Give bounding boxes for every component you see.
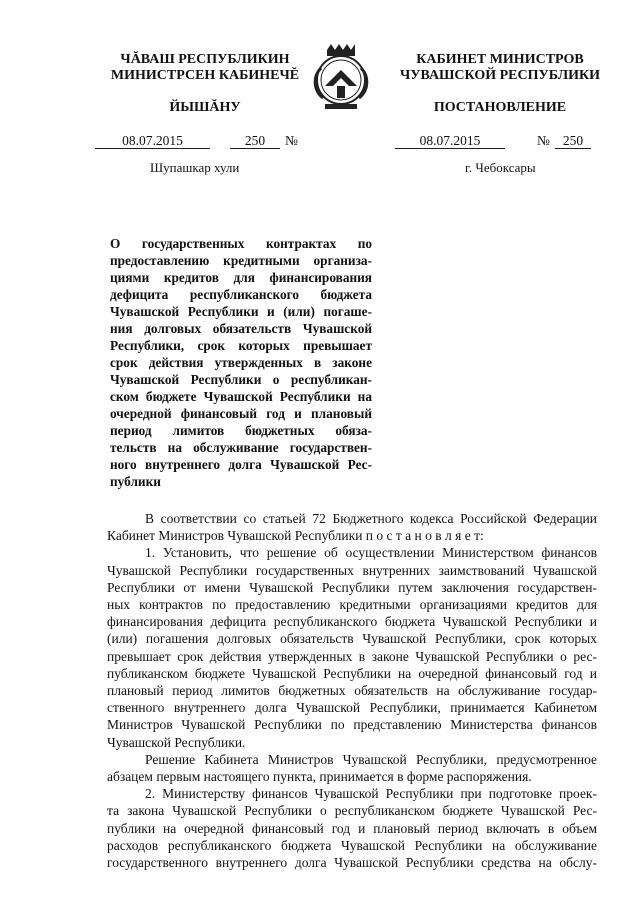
title-line: дефицита республиканского бюджета	[110, 287, 372, 302]
body-line: 2. Министерству финансов Чувашской Республики при подготовке проек-	[145, 786, 597, 802]
city-right: г. Чебоксары	[465, 160, 536, 175]
header-left	[90, 52, 320, 84]
body-line: ственного внутреннего долга Чувашской Республики, принимается Кабинетом	[107, 700, 597, 716]
number-left: 250	[230, 133, 280, 149]
body-line: (или) погашения долговых обязательств Чувашской Республики, срок которых	[107, 631, 597, 647]
body-line: Чувашской Республики государственных внутренних заимствований Чувашской	[107, 562, 597, 578]
title-line: циями кредитов для финансирования	[110, 270, 372, 285]
number-sign-left: №	[285, 133, 298, 148]
body-line: расходов республиканского бюджета Чувашской Республики на обслуживание	[107, 837, 597, 853]
title-line: очередной финансовый год и плановый	[110, 406, 372, 421]
body-line: Республики от имени Чувашской Республики путем заключения государствен-	[107, 579, 597, 595]
header-left-line2: МИНИСТРСЕН КАБИНЕЧĔ	[110, 68, 300, 83]
title-line: ском бюджете Чувашской Республики на	[110, 389, 372, 404]
document-title	[110, 235, 372, 490]
title-line: предоставлению кредитными организа-	[110, 253, 372, 268]
city-left: Шупашкар хули	[150, 160, 240, 175]
body-line: Решение Кабинета Министров Чувашской Республики, предусмотренное	[145, 751, 597, 767]
header-left-line1: ЧĂВАШ РЕСПУБЛИКИН	[120, 52, 290, 67]
title-line: срок действия утвержденных в законе	[110, 355, 372, 370]
title-line: публики	[110, 474, 161, 489]
body-line: плановый период лимитов бюджетных обязательств на обслуживание государ-	[107, 683, 597, 699]
body-line: абзацем первым настоящего пункта, принимается в форме распоряжения.	[107, 769, 532, 785]
chuvash-coat-of-arms-icon	[303, 40, 379, 112]
body-line: 1. Установить, что решение об осуществлении Министерством финансов	[145, 545, 597, 561]
title-line: ного внутреннего долга Чувашской Рес-	[110, 457, 372, 472]
date-right: 08.07.2015	[395, 133, 505, 149]
title-line: Чувашской Республики о республикан-	[110, 372, 372, 387]
dateline-right	[395, 133, 595, 149]
title-line: О государственных контрактах по	[110, 236, 372, 251]
title-line: Республики, срок которых превышает	[110, 338, 372, 353]
body-line: Кабинет Министров Чувашской Республики п о с т а н о в л я е т:	[107, 528, 484, 544]
body-line: та закона Чувашской Республики о республиканском бюджете Чувашской Рес-	[107, 803, 597, 819]
document-body	[107, 510, 597, 871]
body-line: публики на очередной финансовый год и плановый период включать в объем	[107, 820, 597, 836]
header-right-line2: ЧУВАШСКОЙ РЕСПУБЛИКИ	[399, 68, 601, 83]
header-right-doc-type: ПОСТАНОВЛЕНИЕ	[433, 100, 567, 115]
header-right	[385, 52, 615, 84]
title-line: тельств на обслуживание государствен-	[110, 440, 372, 455]
number-right: 250	[555, 133, 591, 149]
body-line: публиканском бюджете Чувашской Республики на очередной финансовый год и	[107, 665, 597, 681]
number-sign-right: №	[537, 133, 550, 148]
body-line: финансирования дефицита республиканского бюджета Чувашской Республики и	[107, 614, 597, 630]
title-line: период лимитов бюджетных обяза-	[110, 423, 372, 438]
header-right-line1: КАБИНЕТ МИНИСТРОВ	[416, 52, 584, 67]
body-line: превышает срок действия утвержденных в законе Чувашской Республики о рес-	[107, 648, 597, 664]
body-line: Министров Чувашской Республики по представлению Министерства финансов	[107, 717, 597, 733]
body-line: государственного внутреннего долга Чувашской Республики средства на обслу-	[107, 855, 597, 871]
title-line: Чувашской Республики и (или) погаше-	[110, 304, 372, 319]
body-line: ных контрактов по предоставлению кредитными организациями кредитов для	[107, 597, 597, 613]
header-left-doc-type: ЙЫШĂНУ	[169, 100, 241, 115]
body-line: Чувашской Республики.	[107, 734, 246, 750]
date-left: 08.07.2015	[95, 133, 210, 149]
body-line: В соответствии со статьей 72 Бюджетного кодекса Российской Федерации	[145, 511, 597, 526]
dateline-left	[95, 133, 320, 149]
title-line: ния долговых обязательств Чувашской	[110, 321, 372, 336]
